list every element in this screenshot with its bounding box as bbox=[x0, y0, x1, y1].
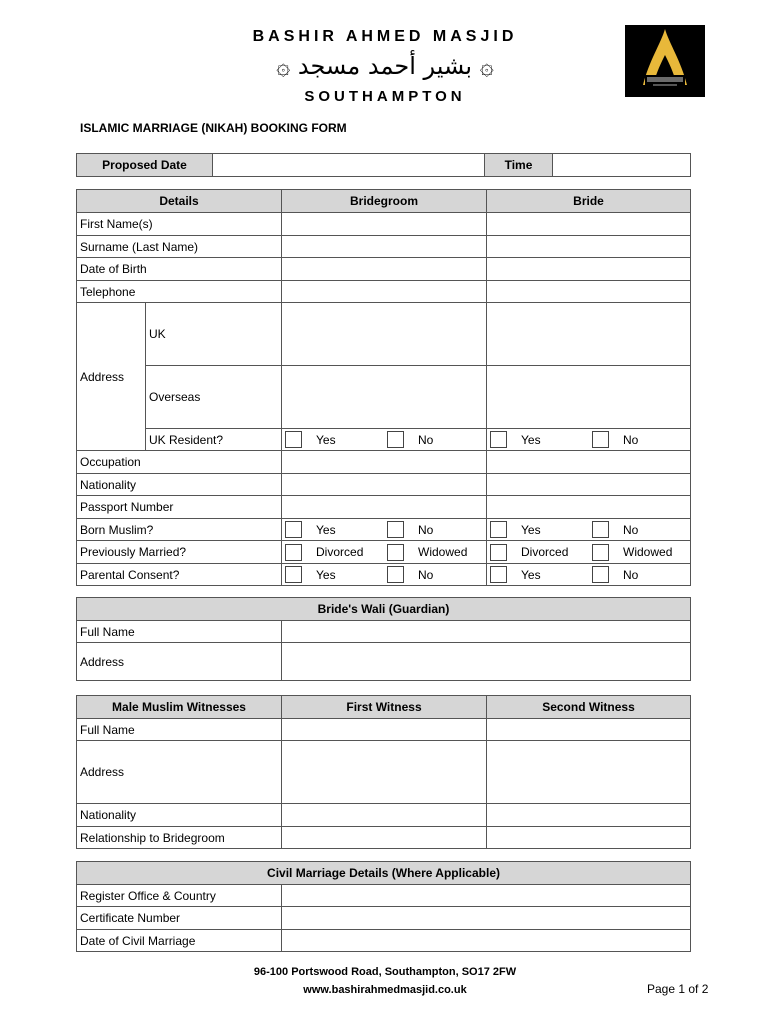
bridegroom-uk-resident-yes-checkbox[interactable] bbox=[285, 431, 302, 448]
bride-born-muslim-options bbox=[487, 519, 691, 541]
bridegroom-surname-field[interactable] bbox=[282, 236, 487, 258]
overseas-address-label: Overseas bbox=[146, 366, 282, 429]
dob-label: Date of Birth bbox=[77, 258, 282, 281]
bride-uk-resident-yes-checkbox[interactable] bbox=[490, 431, 507, 448]
divorced-label: Divorced bbox=[521, 545, 569, 559]
bridegroom-nationality-field[interactable] bbox=[282, 474, 487, 496]
bride-uk-resident-options bbox=[487, 429, 691, 451]
bride-passport-field[interactable] bbox=[487, 496, 691, 519]
page-number: Page 1 of 2 bbox=[647, 982, 709, 996]
bride-widowed-checkbox[interactable] bbox=[592, 544, 609, 561]
register-office-field[interactable] bbox=[282, 885, 691, 907]
details-header: Details bbox=[77, 190, 282, 213]
bride-parental-consent-no-checkbox[interactable] bbox=[592, 566, 609, 583]
bride-header: Bride bbox=[487, 190, 691, 213]
witnesses-header: Male Muslim Witnesses bbox=[77, 696, 282, 719]
divorced-label: Divorced bbox=[316, 545, 364, 559]
uk-address-label: UK bbox=[146, 303, 282, 366]
bride-overseas-address-field[interactable] bbox=[487, 366, 691, 429]
no-label: No bbox=[418, 432, 434, 447]
witness-relationship-label: Relationship to Bridegroom bbox=[77, 827, 282, 849]
no-label: No bbox=[418, 567, 434, 582]
bridegroom-first-name-field[interactable] bbox=[282, 213, 487, 236]
bridegroom-widowed-checkbox[interactable] bbox=[387, 544, 404, 561]
no-label: No bbox=[623, 567, 639, 582]
yes-label: Yes bbox=[521, 522, 541, 537]
bridegroom-telephone-field[interactable] bbox=[282, 281, 487, 303]
first-witness-relationship-field[interactable] bbox=[282, 827, 487, 849]
uk-resident-label: UK Resident? bbox=[146, 429, 282, 451]
parental-consent-label: Parental Consent? bbox=[77, 564, 282, 586]
passport-label: Passport Number bbox=[77, 496, 282, 519]
form-title: ISLAMIC MARRIAGE (NIKAH) BOOKING FORM bbox=[80, 121, 347, 135]
bride-uk-resident-no-checkbox[interactable] bbox=[592, 431, 609, 448]
bridegroom-uk-resident-options bbox=[282, 429, 487, 451]
bride-occupation-field[interactable] bbox=[487, 451, 691, 474]
bride-first-name-field[interactable] bbox=[487, 213, 691, 236]
wali-header: Bride's Wali (Guardian) bbox=[77, 598, 691, 621]
address-label: Address bbox=[77, 303, 146, 451]
bridegroom-previously-married-options bbox=[282, 541, 487, 564]
bridegroom-divorced-checkbox[interactable] bbox=[285, 544, 302, 561]
mosque-dome-logo-icon bbox=[625, 25, 705, 97]
yes-label: Yes bbox=[316, 567, 336, 582]
bridegroom-born-muslim-no-checkbox[interactable] bbox=[387, 521, 404, 538]
wali-address-field[interactable] bbox=[282, 643, 691, 681]
first-witness-nationality-field[interactable] bbox=[282, 804, 487, 827]
bridegroom-parental-consent-yes-checkbox[interactable] bbox=[285, 566, 302, 583]
certificate-number-field[interactable] bbox=[282, 907, 691, 930]
surname-label: Surname (Last Name) bbox=[77, 236, 282, 258]
civil-marriage-date-field[interactable] bbox=[282, 930, 691, 952]
bridegroom-passport-field[interactable] bbox=[282, 496, 487, 519]
bride-previously-married-options bbox=[487, 541, 691, 564]
details-table bbox=[76, 189, 691, 586]
bride-nationality-field[interactable] bbox=[487, 474, 691, 496]
bride-born-muslim-yes-checkbox[interactable] bbox=[490, 521, 507, 538]
bride-telephone-field[interactable] bbox=[487, 281, 691, 303]
bride-born-muslim-no-checkbox[interactable] bbox=[592, 521, 609, 538]
occupation-label: Occupation bbox=[77, 451, 282, 474]
yes-label: Yes bbox=[521, 567, 541, 582]
bridegroom-uk-resident-no-checkbox[interactable] bbox=[387, 431, 404, 448]
certificate-number-label: Certificate Number bbox=[77, 907, 282, 930]
bridegroom-dob-field[interactable] bbox=[282, 258, 487, 281]
time-input[interactable] bbox=[553, 154, 691, 177]
bridegroom-parental-consent-no-checkbox[interactable] bbox=[387, 566, 404, 583]
time-label: Time bbox=[485, 154, 553, 177]
no-label: No bbox=[623, 432, 639, 447]
previously-married-label: Previously Married? bbox=[77, 541, 282, 564]
civil-marriage-header: Civil Marriage Details (Where Applicable) bbox=[77, 862, 691, 885]
bridegroom-header: Bridegroom bbox=[282, 190, 487, 213]
footer-website: www.bashirahmedmasjid.co.uk bbox=[303, 984, 467, 996]
witness-nationality-label: Nationality bbox=[77, 804, 282, 827]
bride-parental-consent-options bbox=[487, 564, 691, 586]
born-muslim-label: Born Muslim? bbox=[77, 519, 282, 541]
nationality-label: Nationality bbox=[77, 474, 282, 496]
widowed-label: Widowed bbox=[418, 545, 468, 559]
widowed-label: Widowed bbox=[623, 545, 673, 559]
masjid-city: SOUTHAMPTON bbox=[304, 88, 466, 105]
bridegroom-uk-address-field[interactable] bbox=[282, 303, 487, 366]
civil-marriage-table bbox=[76, 861, 691, 952]
second-witness-full-name-field[interactable] bbox=[487, 719, 691, 741]
bride-parental-consent-yes-checkbox[interactable] bbox=[490, 566, 507, 583]
wali-table bbox=[76, 597, 691, 681]
bridegroom-overseas-address-field[interactable] bbox=[282, 366, 487, 429]
no-label: No bbox=[418, 522, 434, 537]
bride-divorced-checkbox[interactable] bbox=[490, 544, 507, 561]
yes-label: Yes bbox=[316, 522, 336, 537]
first-witness-address-field[interactable] bbox=[282, 741, 487, 804]
bride-dob-field[interactable] bbox=[487, 258, 691, 281]
yes-label: Yes bbox=[521, 432, 541, 447]
witnesses-table bbox=[76, 695, 691, 849]
second-witness-nationality-field[interactable] bbox=[487, 804, 691, 827]
masjid-name-arabic: ۞ بشير أحمد مسجد ۞ bbox=[276, 52, 494, 80]
bridegroom-born-muslim-yes-checkbox[interactable] bbox=[285, 521, 302, 538]
wali-address-label: Address bbox=[77, 643, 282, 681]
witness-full-name-label: Full Name bbox=[77, 719, 282, 741]
proposed-date-input[interactable] bbox=[213, 154, 485, 177]
second-witness-header: Second Witness bbox=[487, 696, 691, 719]
telephone-label: Telephone bbox=[77, 281, 282, 303]
register-office-label: Register Office & Country bbox=[77, 885, 282, 907]
footer-address: 96-100 Portswood Road, Southampton, SO17 2FW bbox=[253, 966, 517, 978]
wali-full-name-label: Full Name bbox=[77, 621, 282, 643]
no-label: No bbox=[623, 522, 639, 537]
witness-address-label: Address bbox=[77, 741, 282, 804]
wali-full-name-field[interactable] bbox=[282, 621, 691, 643]
second-witness-relationship-field[interactable] bbox=[487, 827, 691, 849]
second-witness-address-field[interactable] bbox=[487, 741, 691, 804]
first-witness-header: First Witness bbox=[282, 696, 487, 719]
date-time-table bbox=[76, 153, 691, 177]
first-name-label: First Name(s) bbox=[77, 213, 282, 236]
bridegroom-born-muslim-options bbox=[282, 519, 487, 541]
proposed-date-label: Proposed Date bbox=[77, 154, 213, 177]
bride-uk-address-field[interactable] bbox=[487, 303, 691, 366]
bridegroom-occupation-field[interactable] bbox=[282, 451, 487, 474]
first-witness-full-name-field[interactable] bbox=[282, 719, 487, 741]
bridegroom-parental-consent-options bbox=[282, 564, 487, 586]
bride-surname-field[interactable] bbox=[487, 236, 691, 258]
yes-label: Yes bbox=[316, 432, 336, 447]
civil-marriage-date-label: Date of Civil Marriage bbox=[77, 930, 282, 952]
masjid-name: BASHIR AHMED MASJID bbox=[252, 28, 518, 45]
